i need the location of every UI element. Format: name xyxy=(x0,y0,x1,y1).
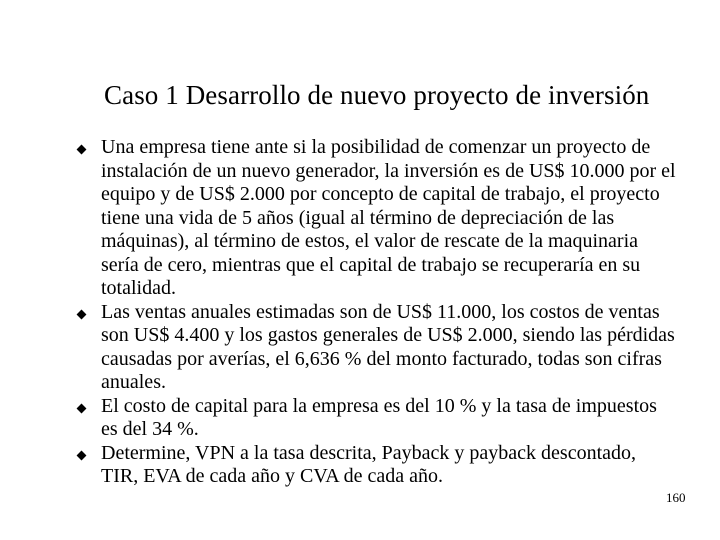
bullet-list xyxy=(76,136,676,489)
bullet-item-investment xyxy=(76,136,676,301)
slide-title: Caso 1 Desarrollo de nuevo proyecto de inversión xyxy=(104,80,650,110)
bullet-item-capital-cost xyxy=(76,395,676,442)
bullet-text: Una empresa tiene ante si la posibilidad de comenzar un proyecto de instalación de un nuevo generador, la inversión es de US$ 10.000 por el equipo y de US$ 2.000 por concepto de capital de trabajo, el proyecto tiene una vida de 5 años (igual al término de depreciación de las máquinas), al término de estos, el valor de rescate de la maquinaria sería de cero, mientras que el capital de trabajo se recuperaría en su totalidad. xyxy=(101,136,676,299)
diamond-bullet-icon xyxy=(77,450,87,460)
diamond-bullet-icon xyxy=(77,145,87,155)
bullet-text: Las ventas anuales estimadas son de US$ 11.000, los costos de ventas son US$ 4.400 y los gastos generales de US$ 2.000, siendo las pérdidas causadas por averías, el 6,636 % del monto facturado, todas son cifras anuales. xyxy=(101,300,675,393)
diamond-bullet-icon xyxy=(77,309,87,319)
bullet-text: El costo de capital para la empresa es del 10 % y la tasa de impuestos es del 34 %. xyxy=(101,394,657,440)
bullet-item-sales xyxy=(76,301,676,395)
diamond-bullet-icon xyxy=(77,403,87,413)
page-number: 160 xyxy=(666,490,686,505)
bullet-text: Determine, VPN a la tasa descrita, Payback y payback descontado, TIR, EVA de cada año y CVA de cada año. xyxy=(101,441,636,487)
bullet-item-determine xyxy=(76,442,676,489)
